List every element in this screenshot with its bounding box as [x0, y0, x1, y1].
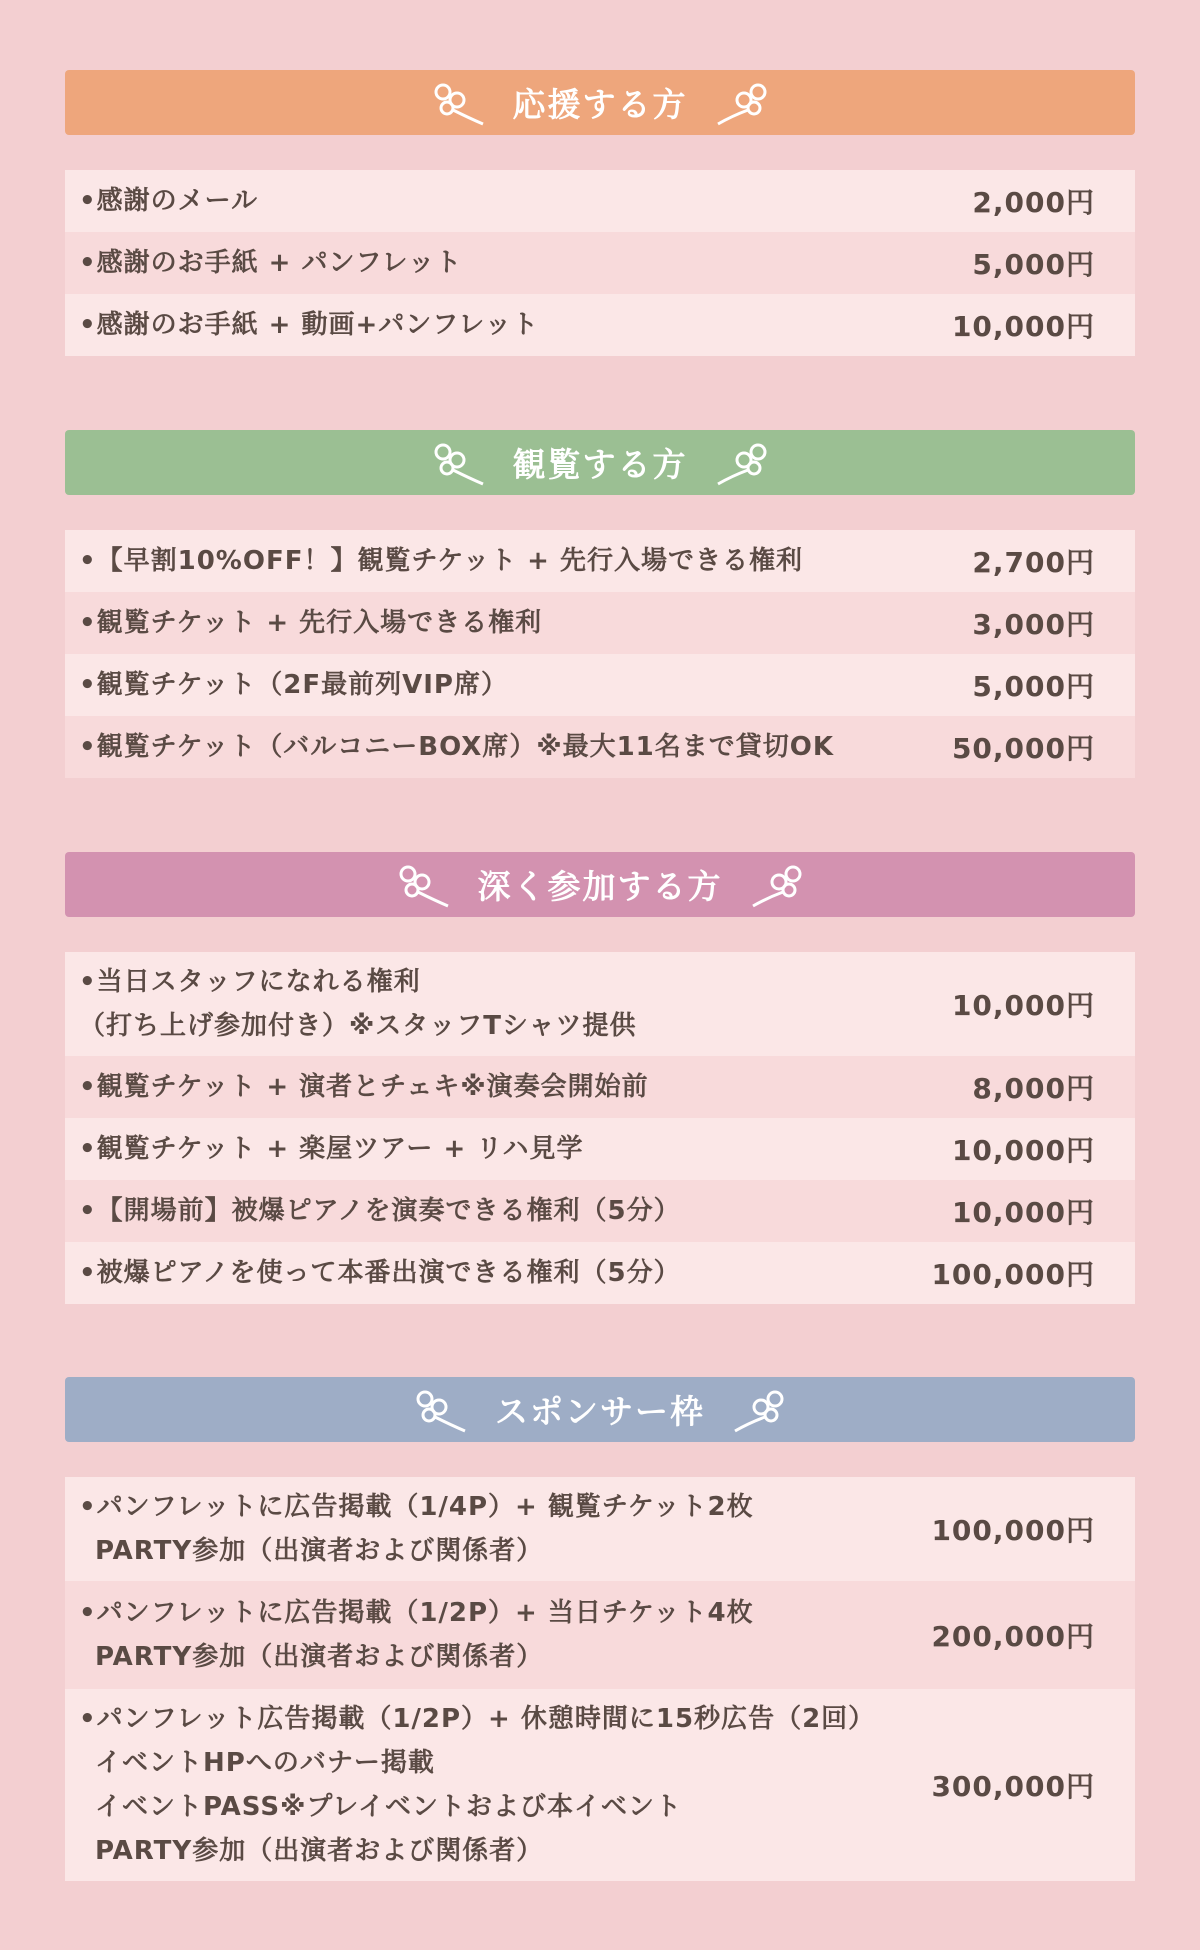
section-sponsor — [65, 1377, 1135, 1881]
list-item — [65, 952, 1135, 1056]
section-support — [65, 70, 1135, 356]
list-item — [65, 1581, 1135, 1689]
item-label-line: イベントPASS※プレイベントおよび本イベント — [95, 1792, 683, 1822]
list-item — [65, 232, 1135, 294]
item-price: 10,000円 — [951, 989, 1095, 1022]
item-label: •パンフレットに広告掲載（1/4P）+ 観覧チケット2枚 — [79, 1492, 754, 1522]
section-header — [65, 1377, 1135, 1442]
section-title: スポンサー枠 — [495, 1392, 705, 1431]
flower-ornament-icon — [727, 1387, 789, 1433]
list-item — [65, 1180, 1135, 1242]
flower-ornament-icon — [394, 862, 456, 908]
flower-ornament-icon — [411, 1387, 473, 1433]
item-label: •感謝のメール — [79, 186, 259, 216]
item-label: •被爆ピアノを使って本番出演できる権利（5分） — [79, 1258, 681, 1288]
item-label-line: PARTY参加（出演者および関係者） — [95, 1836, 544, 1866]
item-label: •【開場前】被爆ピアノを演奏できる権利（5分） — [79, 1196, 681, 1226]
item-label-line: （打ち上げ参加付き）※スタッフTシャツ提供 — [79, 1011, 637, 1041]
price-list — [65, 1477, 1135, 1881]
item-label-line: PARTY参加（出演者および関係者） — [95, 1642, 544, 1672]
item-label: •観覧チケット + 演者とチェキ※演奏会開始前 — [79, 1072, 649, 1102]
list-item — [65, 654, 1135, 716]
list-item — [65, 1477, 1135, 1581]
item-label: •【早割10%OFF！】観覧チケット + 先行入場できる権利 — [79, 546, 804, 576]
list-item — [65, 716, 1135, 778]
item-label: •観覧チケット + 楽屋ツアー + リハ見学 — [79, 1134, 584, 1164]
item-price: 200,000円 — [931, 1620, 1095, 1653]
section-header — [65, 852, 1135, 917]
item-label: •当日スタッフになれる権利 — [79, 967, 421, 997]
item-price: 2,000円 — [972, 186, 1095, 219]
flower-ornament-icon — [710, 440, 772, 486]
section-title: 観覧する方 — [512, 445, 688, 484]
list-item — [65, 530, 1135, 592]
list-item — [65, 592, 1135, 654]
price-list — [65, 530, 1135, 778]
item-label: •感謝のお手紙 + パンフレット — [79, 248, 463, 278]
item-price: 10,000円 — [951, 310, 1095, 343]
item-label-line: イベントHPへのバナー掲載 — [95, 1748, 435, 1778]
item-price: 8,000円 — [972, 1072, 1095, 1105]
flower-ornament-icon — [429, 80, 491, 126]
price-list — [65, 952, 1135, 1304]
flower-ornament-icon — [429, 440, 491, 486]
list-item — [65, 1689, 1135, 1881]
item-price: 10,000円 — [951, 1196, 1095, 1229]
item-price: 5,000円 — [972, 248, 1095, 281]
item-price: 10,000円 — [951, 1134, 1095, 1167]
item-price: 100,000円 — [931, 1258, 1095, 1291]
item-label: •感謝のお手紙 + 動画+パンフレット — [79, 310, 539, 340]
section-deep-participation — [65, 852, 1135, 1304]
list-item — [65, 294, 1135, 356]
price-list — [65, 170, 1135, 356]
item-price: 3,000円 — [972, 608, 1095, 641]
item-price: 2,700円 — [972, 546, 1095, 579]
item-label: •パンフレット広告掲載（1/2P）+ 休憩時間に15秒広告（2回） — [79, 1704, 876, 1734]
flower-ornament-icon — [745, 862, 807, 908]
item-price: 50,000円 — [951, 732, 1095, 765]
item-price: 100,000円 — [931, 1514, 1095, 1547]
section-header — [65, 430, 1135, 495]
item-label: •観覧チケット + 先行入場できる権利 — [79, 608, 543, 638]
section-title: 深く参加する方 — [477, 867, 723, 906]
item-price: 5,000円 — [972, 670, 1095, 703]
item-price: 300,000円 — [931, 1770, 1095, 1803]
item-label-line: PARTY参加（出演者および関係者） — [95, 1536, 544, 1566]
list-item — [65, 1056, 1135, 1118]
section-header — [65, 70, 1135, 135]
list-item — [65, 1242, 1135, 1304]
list-item — [65, 1118, 1135, 1180]
flower-ornament-icon — [710, 80, 772, 126]
item-label: •観覧チケット（2F最前列VIP席） — [79, 670, 508, 700]
item-label: •観覧チケット（バルコニーBOX席）※最大11名まで貸切OK — [79, 732, 835, 762]
section-title: 応援する方 — [512, 85, 688, 124]
list-item — [65, 170, 1135, 232]
item-label: •パンフレットに広告掲載（1/2P）+ 当日チケット4枚 — [79, 1598, 754, 1628]
section-viewing — [65, 430, 1135, 778]
